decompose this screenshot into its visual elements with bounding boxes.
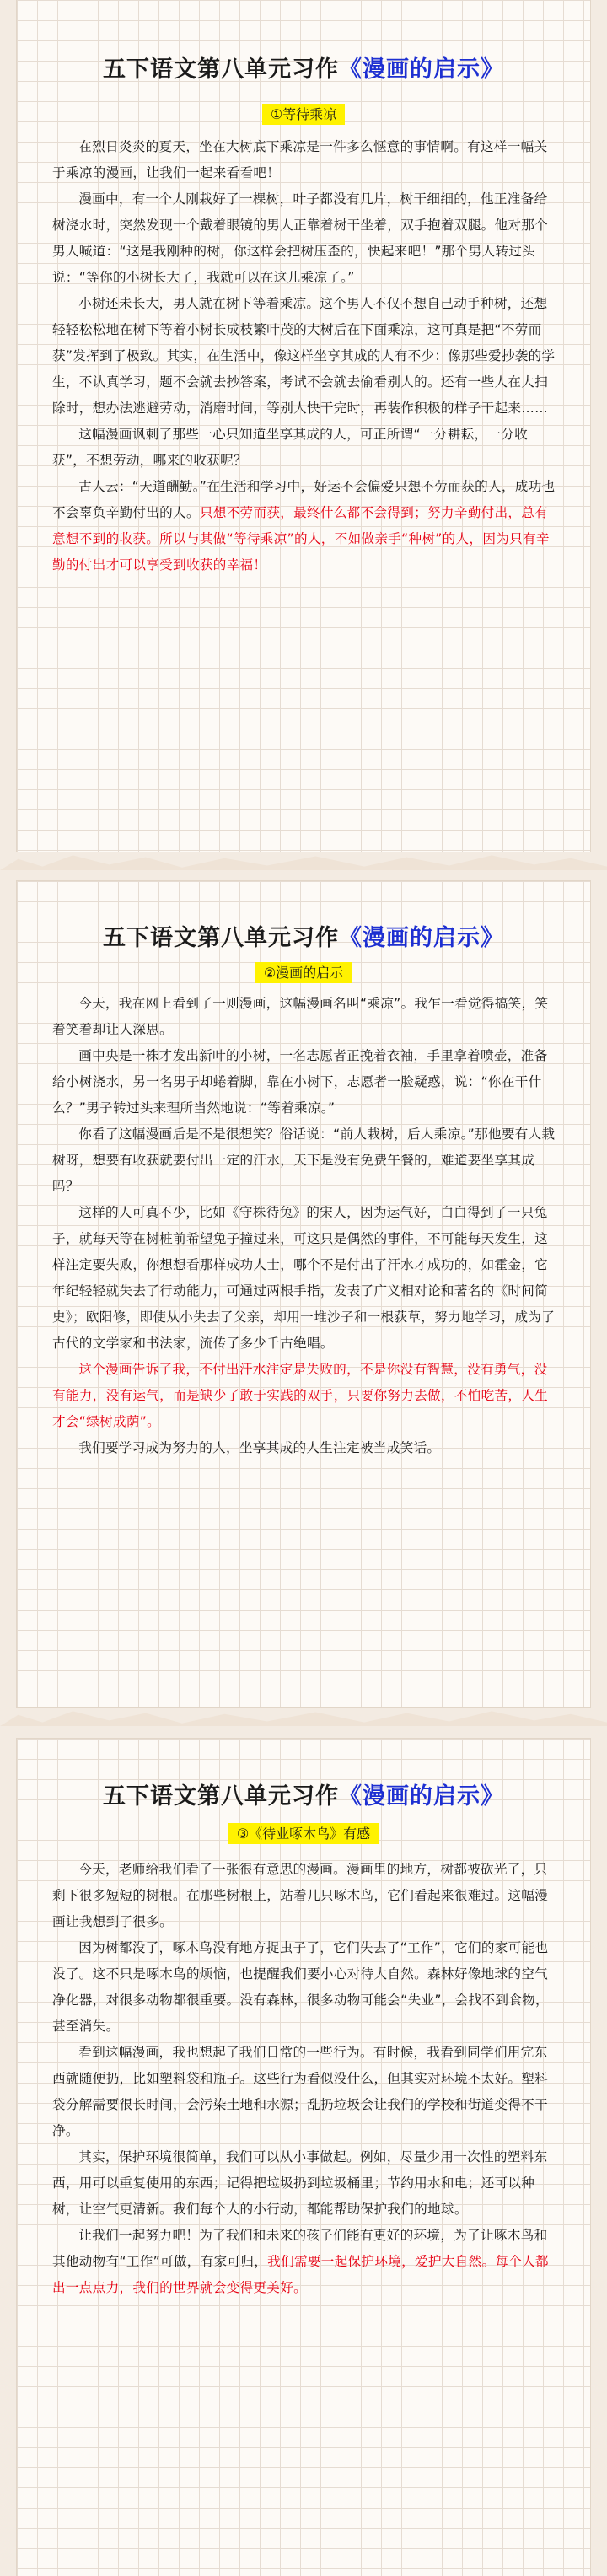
title-accent: 《漫画的启示》 — [339, 56, 504, 83]
title-accent: 《漫画的启示》 — [339, 925, 504, 951]
paragraph: 这幅漫画讽刺了那些一心只知道坐享其成的人，可正所谓“一分耕耘，一分收获”，不想劳动，哪来的收获呢？ — [52, 427, 529, 468]
essay-body-1 — [52, 134, 558, 578]
title-plain: 五下语文第八单元习作 — [103, 1783, 339, 1810]
paragraph: 小树还未长大，男人就在树下等着乘凉。这个男人不仅不想自己动手种树，还想轻轻松松地在树下等着小树长成枝繁叶茂的大树后在下面乘凉，这可真是把“不劳而获”发挥到了极致。其实，在生活中，像这样坐享其成的人有不少：像那些爱抄袭的学生，不认真学习，题不会就去抄答案，考试不会就去偷看别人的。还有一些人在大扫除时，想办法逃避劳动，消磨时间，等别人快干完时，再装作积极的样子干起来…… — [52, 296, 556, 416]
final-plain: 让我们一起努力吧！为了我们和未来的孩子们能有更好的环境，为了让啄木鸟和其他动物有“工作”可做，有家可归， — [52, 2228, 548, 2269]
paragraph: 画中央是一株才发出新叶的小树，一名志愿者正挽着衣袖，手里拿着喷壶，准备给小树浇水，另一名男子却蜷着脚，靠在小树下，志愿者一脸疑惑，说：“你在干什么？”男子转过头来理所当然地说：“等着乘凉。” — [52, 1048, 548, 1116]
paragraph: 因为树都没了，啄木鸟没有地方捉虫子了，它们失去了“工作”，它们的家可能也没了。这不只是啄木鸟的烦恼，也提醒我们要小心对待大自然。森林好像地球的空气净化器，对很多动物都很重要。没有森林，很多动物可能会“失业”，会找不到食物，甚至消失。 — [52, 1940, 549, 2034]
essay-body-3 — [52, 1857, 558, 2301]
essay-subtitle-1 — [0, 104, 607, 123]
essay-title-2 — [0, 919, 607, 952]
paragraph: 漫画中，有一个人刚栽好了一棵树，叶子都没有几片，树干细细的，他正准备给树浇水时，突然发现一个戴着眼镜的男人正靠着树干坐着，双手抱着双腿。他对那个男人喊道：“这是我刚种的树，你这样会把树压歪的，快起来吧！”那个男人转过头说：“等你的小树长大了，我就可以在这儿乘凉了。” — [52, 191, 549, 285]
title-plain: 五下语文第八单元习作 — [103, 56, 339, 83]
paragraph: 今天，老师给我们看了一张很有意思的漫画。漫画里的地方，树都被砍光了，只剩下很多短短的树根。在那些树根上，站着几只啄木鸟，它们看起来很难过。这幅漫画让我想到了很多。 — [52, 1862, 549, 1929]
paragraph: 你看了这幅漫画后是不是很想笑？俗话说：“前人栽树，后人乘凉。”那他要有人栽树呀，想要有收获就要付出一定的汗水，天下是没有免费午餐的，难道要坐享其成吗？ — [52, 1127, 556, 1194]
paragraph-final — [52, 474, 558, 578]
essay-body-2 — [52, 991, 558, 1461]
final-red: 我们需要一起保护环境，爱护大自然。每个人都出一点点力，我们的世界就会变得更美好。 — [52, 2254, 549, 2295]
subtitle-highlight: ③《待业啄木鸟》有感 — [228, 1823, 379, 1844]
essay-subtitle-2 — [0, 962, 607, 981]
final-red: 只想不劳而获，最终什么都不会得到；努力辛勤付出，总有意想不到的收获。所以与其做“等待乘凉”的人，不如做亲手“种树”的人，因为只有辛勤的付出才可以享受到收获的幸福！ — [52, 505, 550, 573]
paragraph: 看到这幅漫画，我也想起了我们日常的一些行为。有时候，我看到同学们用完东西就随便扔，比如塑料袋和瓶子。这些行为看似没什么，但其实对环境不太好。塑料袋分解需要很长时间，会污染土地和水源；乱扔垃圾会让我们的学校和街道变得不干净。 — [52, 2045, 549, 2138]
torn-paper-edge — [0, 852, 607, 870]
torn-paper-edge — [0, 1707, 607, 1726]
essay-title-1 — [0, 51, 607, 83]
paragraph: 在烈日炎炎的夏天，坐在大树底下乘凉是一件多么惬意的事情啊。有这样一幅关于乘凉的漫画，让我们一起来看看吧！ — [52, 139, 548, 180]
subtitle-highlight: ①等待乘凉 — [262, 104, 345, 125]
essay-title-3 — [0, 1777, 607, 1810]
essay-subtitle-3 — [0, 1823, 607, 1842]
paragraph-red: 这个漫画告诉了我，不付出汗水注定是失败的，不是你没有智慧，没有勇气，没有能力，没有运气，而是缺少了敢于实践的双手，只要你努力去做，不怕吃苦，人生才会“绿树成荫”。 — [52, 1362, 549, 1429]
paragraph: 这样的人可真不少，比如《守株待兔》的宋人，因为运气好，白白得到了一只兔子，就每天等在树桩前希望兔子撞过来，可这只是偶然的事件，不可能每天发生，这样注定要失败，你想想看那样成功人士，哪个不是付出了汗水才成功的，如霍金，它年纪轻轻就失去了行动能力，可通过两根手指，发表了广义相对论和著名的《时间简史》；欧阳修，即使从小失去了父亲，却用一堆沙子和一根荻草，努力地学习，成为了古代的文学家和书法家，流传了多少千古绝唱。 — [52, 1205, 556, 1351]
title-plain: 五下语文第八单元习作 — [103, 925, 339, 951]
paragraph: 今天，我在网上看到了一则漫画，这幅漫画名叫“乘凉”。我乍一看觉得搞笑，笑着笑着却让人深思。 — [52, 996, 549, 1037]
subtitle-highlight: ②漫画的启示 — [255, 962, 352, 983]
paragraph: 其实，保护环境很简单，我们可以从小事做起。例如，尽量少用一次性的塑料东西，用可以重复使用的东西；记得把垃圾扔到垃圾桶里；节约用水和电；还可以种树，让空气更清新。我们每个人的小行动，都能帮助保护我们的地球。 — [52, 2149, 548, 2217]
final-plain: 古人云：“天道酬勤。”在生活和学习中，好运不会偏爱只想不劳而获的人，成功也不会辜负辛勤付出的人。 — [52, 479, 556, 520]
title-accent: 《漫画的启示》 — [339, 1783, 504, 1810]
paragraph-closing: 我们要学习成为努力的人，坐享其成的人生注定被当成笑话。 — [78, 1440, 441, 1455]
paragraph-final — [52, 2223, 558, 2301]
